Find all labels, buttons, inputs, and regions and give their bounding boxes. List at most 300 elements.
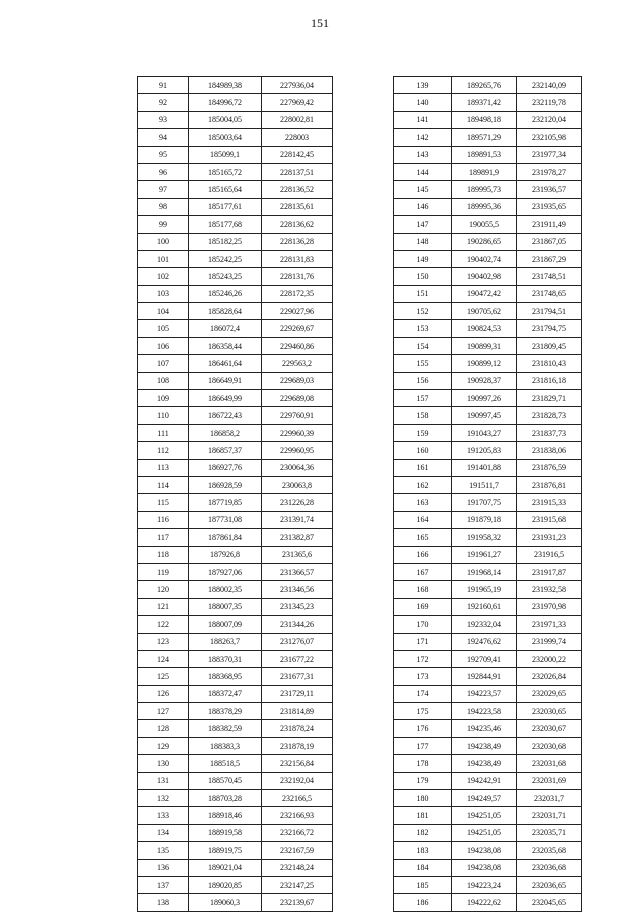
y-coordinate-cell: 229460,86 — [262, 337, 333, 354]
x-coordinate-cell: 189371,42 — [452, 94, 517, 111]
x-coordinate-cell: 185003,64 — [189, 129, 262, 146]
point-number-cell: 164 — [394, 511, 452, 528]
x-coordinate-cell: 194238,49 — [452, 737, 517, 754]
x-coordinate-cell: 188919,58 — [189, 824, 262, 841]
table-row — [394, 459, 582, 476]
table-row — [138, 494, 333, 511]
y-coordinate-cell: 231878,24 — [262, 720, 333, 737]
table-row — [394, 407, 582, 424]
point-number-cell: 171 — [394, 633, 452, 650]
y-coordinate-cell: 231867,05 — [517, 233, 582, 250]
table-row — [394, 685, 582, 702]
table-row — [394, 111, 582, 128]
x-coordinate-cell: 192844,91 — [452, 668, 517, 685]
point-number-cell: 143 — [394, 146, 452, 163]
y-coordinate-cell: 232167,59 — [262, 842, 333, 859]
point-number-cell: 148 — [394, 233, 452, 250]
point-number-cell: 184 — [394, 859, 452, 876]
y-coordinate-cell: 228136,52 — [262, 181, 333, 198]
point-number-cell: 174 — [394, 685, 452, 702]
y-coordinate-cell: 228142,45 — [262, 146, 333, 163]
table-row — [138, 459, 333, 476]
x-coordinate-cell: 190997,26 — [452, 390, 517, 407]
point-number-cell: 106 — [138, 337, 189, 354]
y-coordinate-cell: 231916,5 — [517, 546, 582, 563]
point-number-cell: 145 — [394, 181, 452, 198]
point-number-cell: 167 — [394, 563, 452, 580]
point-number-cell: 142 — [394, 129, 452, 146]
x-coordinate-cell: 191401,88 — [452, 459, 517, 476]
point-number-cell: 169 — [394, 598, 452, 615]
table-row — [394, 563, 582, 580]
point-number-cell: 147 — [394, 216, 452, 233]
table-row — [394, 859, 582, 876]
point-number-cell: 134 — [138, 824, 189, 841]
x-coordinate-cell: 190286,65 — [452, 233, 517, 250]
x-coordinate-cell: 188007,35 — [189, 598, 262, 615]
table-row — [138, 407, 333, 424]
x-coordinate-cell: 185828,64 — [189, 303, 262, 320]
table-row — [138, 372, 333, 389]
table-row — [394, 720, 582, 737]
table-row — [394, 616, 582, 633]
y-coordinate-cell: 228136,28 — [262, 233, 333, 250]
x-coordinate-cell: 187731,08 — [189, 511, 262, 528]
point-number-cell: 120 — [138, 581, 189, 598]
x-coordinate-cell: 189020,85 — [189, 876, 262, 893]
point-number-cell: 178 — [394, 755, 452, 772]
point-number-cell: 126 — [138, 685, 189, 702]
y-coordinate-cell: 231876,81 — [517, 476, 582, 493]
table-row — [138, 772, 333, 789]
y-coordinate-cell: 232148,24 — [262, 859, 333, 876]
point-number-cell: 153 — [394, 320, 452, 337]
table-row — [394, 842, 582, 859]
x-coordinate-cell: 191205,83 — [452, 442, 517, 459]
x-coordinate-cell: 188919,75 — [189, 842, 262, 859]
table-row — [138, 303, 333, 320]
x-coordinate-cell: 190899,12 — [452, 355, 517, 372]
y-coordinate-cell: 232031,7 — [517, 790, 582, 807]
x-coordinate-cell: 188382,59 — [189, 720, 262, 737]
y-coordinate-cell: 232119,78 — [517, 94, 582, 111]
y-coordinate-cell: 231876,59 — [517, 459, 582, 476]
y-coordinate-cell: 232045,65 — [517, 894, 582, 911]
table-row — [394, 894, 582, 911]
y-coordinate-cell: 227936,04 — [262, 77, 333, 94]
x-coordinate-cell: 186649,91 — [189, 372, 262, 389]
table-row — [394, 303, 582, 320]
x-coordinate-cell: 186722,43 — [189, 407, 262, 424]
y-coordinate-cell: 231911,49 — [517, 216, 582, 233]
y-coordinate-cell: 229960,39 — [262, 424, 333, 441]
y-coordinate-cell: 231978,27 — [517, 163, 582, 180]
x-coordinate-cell: 189021,04 — [189, 859, 262, 876]
table-row — [138, 563, 333, 580]
y-coordinate-cell: 228172,35 — [262, 285, 333, 302]
x-coordinate-cell: 194223,24 — [452, 876, 517, 893]
point-number-cell: 123 — [138, 633, 189, 650]
x-coordinate-cell: 188007,09 — [189, 616, 262, 633]
point-number-cell: 129 — [138, 737, 189, 754]
point-number-cell: 131 — [138, 772, 189, 789]
point-number-cell: 107 — [138, 355, 189, 372]
point-number-cell: 127 — [138, 703, 189, 720]
y-coordinate-cell: 232035,71 — [517, 824, 582, 841]
point-number-cell: 152 — [394, 303, 452, 320]
table-row — [138, 129, 333, 146]
table-row — [138, 442, 333, 459]
point-number-cell: 97 — [138, 181, 189, 198]
table-row — [394, 755, 582, 772]
y-coordinate-cell: 231276,07 — [262, 633, 333, 650]
point-number-cell: 121 — [138, 598, 189, 615]
table-row — [138, 650, 333, 667]
x-coordinate-cell: 186928,59 — [189, 476, 262, 493]
y-coordinate-cell: 228131,83 — [262, 250, 333, 267]
x-coordinate-cell: 194223,57 — [452, 685, 517, 702]
point-number-cell: 163 — [394, 494, 452, 511]
x-coordinate-cell: 185165,72 — [189, 163, 262, 180]
table-row — [394, 163, 582, 180]
point-number-cell: 172 — [394, 650, 452, 667]
x-coordinate-cell: 194251,05 — [452, 824, 517, 841]
point-number-cell: 162 — [394, 476, 452, 493]
point-number-cell: 94 — [138, 129, 189, 146]
point-number-cell: 170 — [394, 616, 452, 633]
point-number-cell: 114 — [138, 476, 189, 493]
y-coordinate-cell: 231391,74 — [262, 511, 333, 528]
y-coordinate-cell: 232166,93 — [262, 807, 333, 824]
point-number-cell: 140 — [394, 94, 452, 111]
point-number-cell: 116 — [138, 511, 189, 528]
x-coordinate-cell: 192476,62 — [452, 633, 517, 650]
table-row — [394, 546, 582, 563]
y-coordinate-cell: 229563,2 — [262, 355, 333, 372]
table-row — [394, 668, 582, 685]
point-number-cell: 100 — [138, 233, 189, 250]
point-number-cell: 136 — [138, 859, 189, 876]
point-number-cell: 91 — [138, 77, 189, 94]
point-number-cell: 93 — [138, 111, 189, 128]
point-number-cell: 138 — [138, 894, 189, 911]
point-number-cell: 132 — [138, 790, 189, 807]
x-coordinate-cell: 190055,5 — [452, 216, 517, 233]
x-coordinate-cell: 188002,35 — [189, 581, 262, 598]
x-coordinate-cell: 192709,41 — [452, 650, 517, 667]
x-coordinate-cell: 191879,18 — [452, 511, 517, 528]
x-coordinate-cell: 191511,7 — [452, 476, 517, 493]
table-row — [138, 181, 333, 198]
table-row — [138, 668, 333, 685]
table-row — [394, 216, 582, 233]
x-coordinate-cell: 194223,58 — [452, 703, 517, 720]
x-coordinate-cell: 186857,37 — [189, 442, 262, 459]
x-coordinate-cell: 186649,99 — [189, 390, 262, 407]
x-coordinate-cell: 186072,4 — [189, 320, 262, 337]
x-coordinate-cell: 190472,42 — [452, 285, 517, 302]
x-coordinate-cell: 191707,75 — [452, 494, 517, 511]
table-row — [138, 476, 333, 493]
x-coordinate-cell: 185099,1 — [189, 146, 262, 163]
point-number-cell: 165 — [394, 529, 452, 546]
y-coordinate-cell: 231878,19 — [262, 737, 333, 754]
table-row — [138, 285, 333, 302]
y-coordinate-cell: 231932,58 — [517, 581, 582, 598]
table-row — [138, 824, 333, 841]
x-coordinate-cell: 184989,38 — [189, 77, 262, 94]
table-row — [138, 111, 333, 128]
x-coordinate-cell: 185165,64 — [189, 181, 262, 198]
x-coordinate-cell: 188263,7 — [189, 633, 262, 650]
point-number-cell: 101 — [138, 250, 189, 267]
table-row — [394, 772, 582, 789]
x-coordinate-cell: 191958,32 — [452, 529, 517, 546]
y-coordinate-cell: 231814,89 — [262, 703, 333, 720]
x-coordinate-cell: 187719,85 — [189, 494, 262, 511]
x-coordinate-cell: 194238,08 — [452, 859, 517, 876]
point-number-cell: 158 — [394, 407, 452, 424]
table-row — [394, 633, 582, 650]
y-coordinate-cell: 232140,09 — [517, 77, 582, 94]
table-row — [394, 807, 582, 824]
y-coordinate-cell: 232192,04 — [262, 772, 333, 789]
point-number-cell: 133 — [138, 807, 189, 824]
y-coordinate-cell: 231915,33 — [517, 494, 582, 511]
y-coordinate-cell: 229269,67 — [262, 320, 333, 337]
table-row — [138, 198, 333, 215]
y-coordinate-cell: 231829,71 — [517, 390, 582, 407]
table-row — [138, 546, 333, 563]
table-row — [394, 424, 582, 441]
table-row — [138, 842, 333, 859]
point-number-cell: 96 — [138, 163, 189, 180]
y-coordinate-cell: 231344,26 — [262, 616, 333, 633]
y-coordinate-cell: 232166,5 — [262, 790, 333, 807]
table-row — [394, 876, 582, 893]
table-row — [138, 216, 333, 233]
y-coordinate-cell: 231809,45 — [517, 337, 582, 354]
y-coordinate-cell: 228137,51 — [262, 163, 333, 180]
y-coordinate-cell: 230063,8 — [262, 476, 333, 493]
point-number-cell: 176 — [394, 720, 452, 737]
y-coordinate-cell: 232031,71 — [517, 807, 582, 824]
table-row — [394, 233, 582, 250]
y-coordinate-cell: 232026,84 — [517, 668, 582, 685]
y-coordinate-cell: 232105,98 — [517, 129, 582, 146]
y-coordinate-cell: 232036,68 — [517, 859, 582, 876]
point-number-cell: 108 — [138, 372, 189, 389]
point-number-cell: 117 — [138, 529, 189, 546]
x-coordinate-cell: 194222,62 — [452, 894, 517, 911]
table-row — [138, 685, 333, 702]
table-row — [138, 703, 333, 720]
x-coordinate-cell: 189498,18 — [452, 111, 517, 128]
coordinates-table-left — [137, 76, 333, 912]
x-coordinate-cell: 188378,29 — [189, 703, 262, 720]
y-coordinate-cell: 232031,69 — [517, 772, 582, 789]
point-number-cell: 128 — [138, 720, 189, 737]
x-coordinate-cell: 190402,74 — [452, 250, 517, 267]
table-row — [394, 598, 582, 615]
point-number-cell: 157 — [394, 390, 452, 407]
point-number-cell: 181 — [394, 807, 452, 824]
table-row — [138, 755, 333, 772]
point-number-cell: 146 — [394, 198, 452, 215]
x-coordinate-cell: 185246,26 — [189, 285, 262, 302]
point-number-cell: 109 — [138, 390, 189, 407]
point-number-cell: 183 — [394, 842, 452, 859]
point-number-cell: 99 — [138, 216, 189, 233]
y-coordinate-cell: 231365,6 — [262, 546, 333, 563]
point-number-cell: 166 — [394, 546, 452, 563]
coordinates-table-right — [393, 76, 582, 912]
x-coordinate-cell: 189891,9 — [452, 163, 517, 180]
point-number-cell: 141 — [394, 111, 452, 128]
y-coordinate-cell: 231794,51 — [517, 303, 582, 320]
point-number-cell: 175 — [394, 703, 452, 720]
point-number-cell: 95 — [138, 146, 189, 163]
y-coordinate-cell: 232030,68 — [517, 737, 582, 754]
x-coordinate-cell: 185177,68 — [189, 216, 262, 233]
y-coordinate-cell: 231748,51 — [517, 268, 582, 285]
table-row — [138, 320, 333, 337]
table-row — [138, 163, 333, 180]
x-coordinate-cell: 194235,46 — [452, 720, 517, 737]
point-number-cell: 182 — [394, 824, 452, 841]
table-row — [394, 511, 582, 528]
x-coordinate-cell: 186461,64 — [189, 355, 262, 372]
point-number-cell: 161 — [394, 459, 452, 476]
y-coordinate-cell: 231810,43 — [517, 355, 582, 372]
x-coordinate-cell: 185182,25 — [189, 233, 262, 250]
point-number-cell: 179 — [394, 772, 452, 789]
point-number-cell: 177 — [394, 737, 452, 754]
table-row — [394, 703, 582, 720]
table-row — [394, 476, 582, 493]
table-row — [394, 824, 582, 841]
y-coordinate-cell: 231794,75 — [517, 320, 582, 337]
y-coordinate-cell: 232156,84 — [262, 755, 333, 772]
x-coordinate-cell: 187861,84 — [189, 529, 262, 546]
x-coordinate-cell: 188570,45 — [189, 772, 262, 789]
x-coordinate-cell: 186858,2 — [189, 424, 262, 441]
point-number-cell: 110 — [138, 407, 189, 424]
y-coordinate-cell: 231931,23 — [517, 529, 582, 546]
y-coordinate-cell: 229960,95 — [262, 442, 333, 459]
table-row — [138, 790, 333, 807]
x-coordinate-cell: 185242,25 — [189, 250, 262, 267]
table-row — [394, 320, 582, 337]
x-coordinate-cell: 186358,44 — [189, 337, 262, 354]
x-coordinate-cell: 190824,53 — [452, 320, 517, 337]
y-coordinate-cell: 232030,67 — [517, 720, 582, 737]
x-coordinate-cell: 189060,3 — [189, 894, 262, 911]
y-coordinate-cell: 232035,68 — [517, 842, 582, 859]
x-coordinate-cell: 186927,76 — [189, 459, 262, 476]
table-row — [138, 876, 333, 893]
x-coordinate-cell: 191965,19 — [452, 581, 517, 598]
point-number-cell: 125 — [138, 668, 189, 685]
table-row — [138, 268, 333, 285]
point-number-cell: 122 — [138, 616, 189, 633]
table-row — [138, 616, 333, 633]
point-number-cell: 130 — [138, 755, 189, 772]
table-row — [394, 268, 582, 285]
x-coordinate-cell: 194251,05 — [452, 807, 517, 824]
point-number-cell: 118 — [138, 546, 189, 563]
point-number-cell: 111 — [138, 424, 189, 441]
point-number-cell: 98 — [138, 198, 189, 215]
table-row — [394, 337, 582, 354]
table-row — [138, 337, 333, 354]
x-coordinate-cell: 188703,28 — [189, 790, 262, 807]
table-row — [394, 181, 582, 198]
y-coordinate-cell: 231748,65 — [517, 285, 582, 302]
point-number-cell: 168 — [394, 581, 452, 598]
table-row — [394, 737, 582, 754]
x-coordinate-cell: 188372,47 — [189, 685, 262, 702]
table-row — [394, 355, 582, 372]
x-coordinate-cell: 194249,57 — [452, 790, 517, 807]
y-coordinate-cell: 231816,18 — [517, 372, 582, 389]
point-number-cell: 124 — [138, 650, 189, 667]
table-row — [138, 94, 333, 111]
table-row — [138, 737, 333, 754]
table-row — [138, 146, 333, 163]
point-number-cell: 102 — [138, 268, 189, 285]
table-row — [394, 129, 582, 146]
x-coordinate-cell: 185243,25 — [189, 268, 262, 285]
y-coordinate-cell: 232166,72 — [262, 824, 333, 841]
y-coordinate-cell: 229689,08 — [262, 390, 333, 407]
y-coordinate-cell: 231729,11 — [262, 685, 333, 702]
y-coordinate-cell: 231838,06 — [517, 442, 582, 459]
x-coordinate-cell: 194242,91 — [452, 772, 517, 789]
y-coordinate-cell: 231677,31 — [262, 668, 333, 685]
point-number-cell: 113 — [138, 459, 189, 476]
table-row — [394, 94, 582, 111]
y-coordinate-cell: 231366,57 — [262, 563, 333, 580]
table-row — [394, 529, 582, 546]
y-coordinate-cell: 227969,42 — [262, 94, 333, 111]
y-coordinate-cell: 231999,74 — [517, 633, 582, 650]
x-coordinate-cell: 188383,3 — [189, 737, 262, 754]
table-row — [394, 581, 582, 598]
point-number-cell: 139 — [394, 77, 452, 94]
point-number-cell: 160 — [394, 442, 452, 459]
x-coordinate-cell: 192160,61 — [452, 598, 517, 615]
table-row — [138, 390, 333, 407]
table-row — [394, 250, 582, 267]
point-number-cell: 154 — [394, 337, 452, 354]
y-coordinate-cell: 231977,34 — [517, 146, 582, 163]
x-coordinate-cell: 189995,73 — [452, 181, 517, 198]
point-number-cell: 137 — [138, 876, 189, 893]
y-coordinate-cell: 231915,68 — [517, 511, 582, 528]
x-coordinate-cell: 190402,98 — [452, 268, 517, 285]
x-coordinate-cell: 187926,8 — [189, 546, 262, 563]
x-coordinate-cell: 188918,46 — [189, 807, 262, 824]
table-row — [138, 250, 333, 267]
table-row — [138, 511, 333, 528]
table-row — [394, 650, 582, 667]
table-row — [394, 285, 582, 302]
y-coordinate-cell: 231917,87 — [517, 563, 582, 580]
table-row — [394, 77, 582, 94]
table-row — [138, 720, 333, 737]
point-number-cell: 156 — [394, 372, 452, 389]
